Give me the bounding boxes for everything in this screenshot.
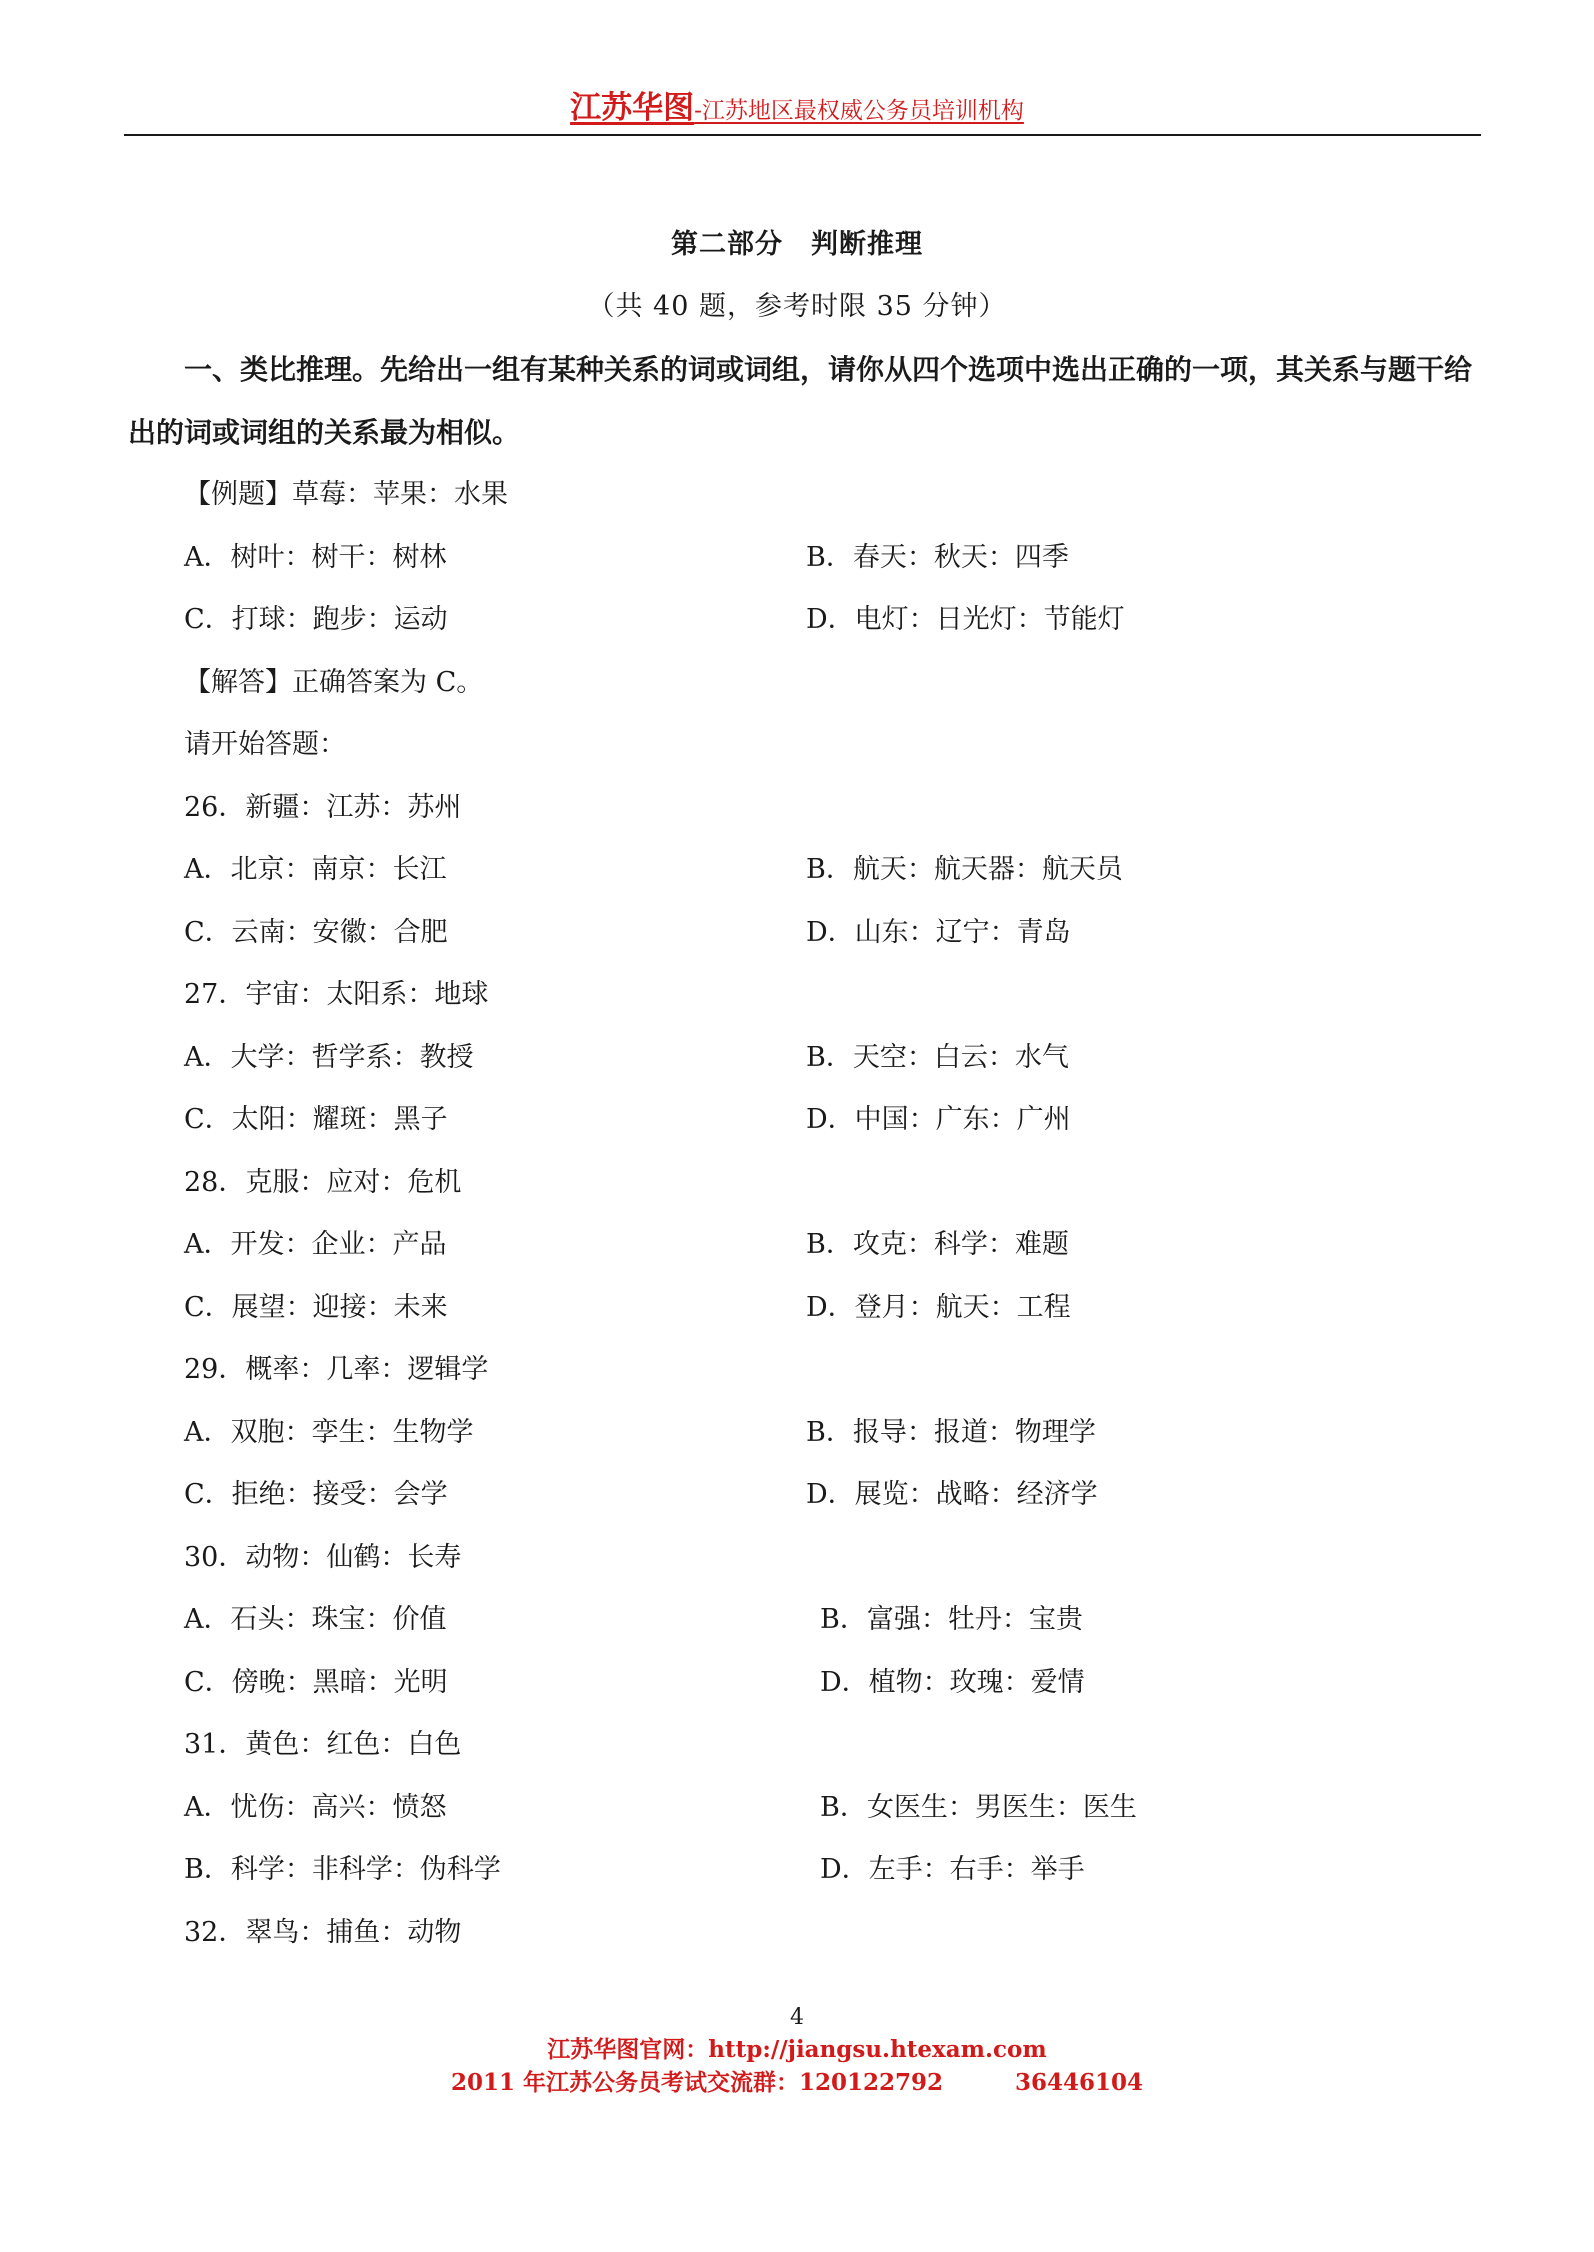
example-option-a: A．树叶：树干：树林 [184,542,447,573]
option-b: B．天空：白云：水气 [806,1042,1069,1073]
question-stem: 28．克服：应对：危机 [184,1167,462,1198]
option-c: B．科学：非科学：伪科学 [184,1854,501,1885]
question-stem: 27．宇宙：太阳系：地球 [184,979,489,1010]
option-d: D．中国：广东：广州 [806,1104,1071,1135]
option-c: C．云南：安徽：合肥 [184,917,448,948]
option-a: A．北京：南京：长江 [184,854,447,885]
option-d: D．植物：玫瑰：爱情 [820,1667,1085,1698]
option-c: C．傍晚：黑暗：光明 [184,1667,448,1698]
option-d: D．山东：辽宁：青岛 [806,917,1071,948]
option-d: D．左手：右手：举手 [820,1854,1085,1885]
question-stem: 31．黄色：红色：白色 [184,1729,462,1760]
question-stem: 29．概率：几率：逻辑学 [184,1354,489,1385]
page-number: 4 [790,2005,804,2030]
option-a: A．忧伤：高兴：愤怒 [184,1792,447,1823]
option-b: B．攻克：科学：难题 [806,1229,1069,1260]
footer-website: 江苏华图官网：http://jiangsu.htexam.com [547,2036,1047,2063]
option-b: B．富强：牡丹：宝贵 [820,1604,1083,1635]
option-c: C．太阳：耀斑：黑子 [184,1104,448,1135]
section-subtitle: （共 40 题，参考时限 35 分钟） [587,291,1007,322]
option-a: A．大学：哲学系：教授 [184,1042,474,1073]
example-option-d: D．电灯：日光灯：节能灯 [806,604,1125,635]
option-d: D．登月：航天：工程 [806,1292,1071,1323]
instruction-line-2: 出的词或词组的关系最为相似。 [128,416,521,449]
example-option-b: B．春天：秋天：四季 [806,542,1069,573]
option-c: C．展望：迎接：未来 [184,1292,448,1323]
option-b: B．女医生：男医生：医生 [820,1792,1137,1823]
example-answer: 【解答】正确答案为 C。 [184,667,484,698]
header-tagline: -江苏地区最权威公务员培训机构 [694,98,1024,124]
header-brand: 江苏华图 [570,90,695,126]
section-title: 第二部分 判断推理 [671,229,923,260]
question-stem: 26．新疆：江苏：苏州 [184,792,462,823]
question-stem: 32．翠鸟：捕鱼：动物 [184,1917,462,1948]
example-stem: 【例题】草莓：苹果：水果 [184,479,508,510]
option-c: C．拒绝：接受：会学 [184,1479,448,1510]
footer-group-number: 36446104 [1015,2069,1144,2096]
example-option-c: C．打球：跑步：运动 [184,604,448,635]
footer-group-text: 2011 年江苏公务员考试交流群：120122792 [450,2069,944,2096]
header-rule [124,134,1481,136]
option-a: A．开发：企业：产品 [184,1229,447,1260]
option-a: A．石头：珠宝：价值 [184,1604,447,1635]
question-stem: 30．动物：仙鹤：长寿 [184,1542,462,1573]
option-a: A．双胞：孪生：生物学 [184,1417,474,1448]
option-b: B．报导：报道：物理学 [806,1417,1096,1448]
start-prompt: 请开始答题： [184,729,346,760]
option-b: B．航天：航天器：航天员 [806,854,1123,885]
page-header [0,92,1594,127]
instruction-line-1: 一、类比推理。先给出一组有某种关系的词或词组，请你从四个选项中选出正确的一项，其关系与题干给 [184,353,1473,386]
option-d: D．展览：战略：经济学 [806,1479,1098,1510]
footer-group [0,2068,1594,2098]
